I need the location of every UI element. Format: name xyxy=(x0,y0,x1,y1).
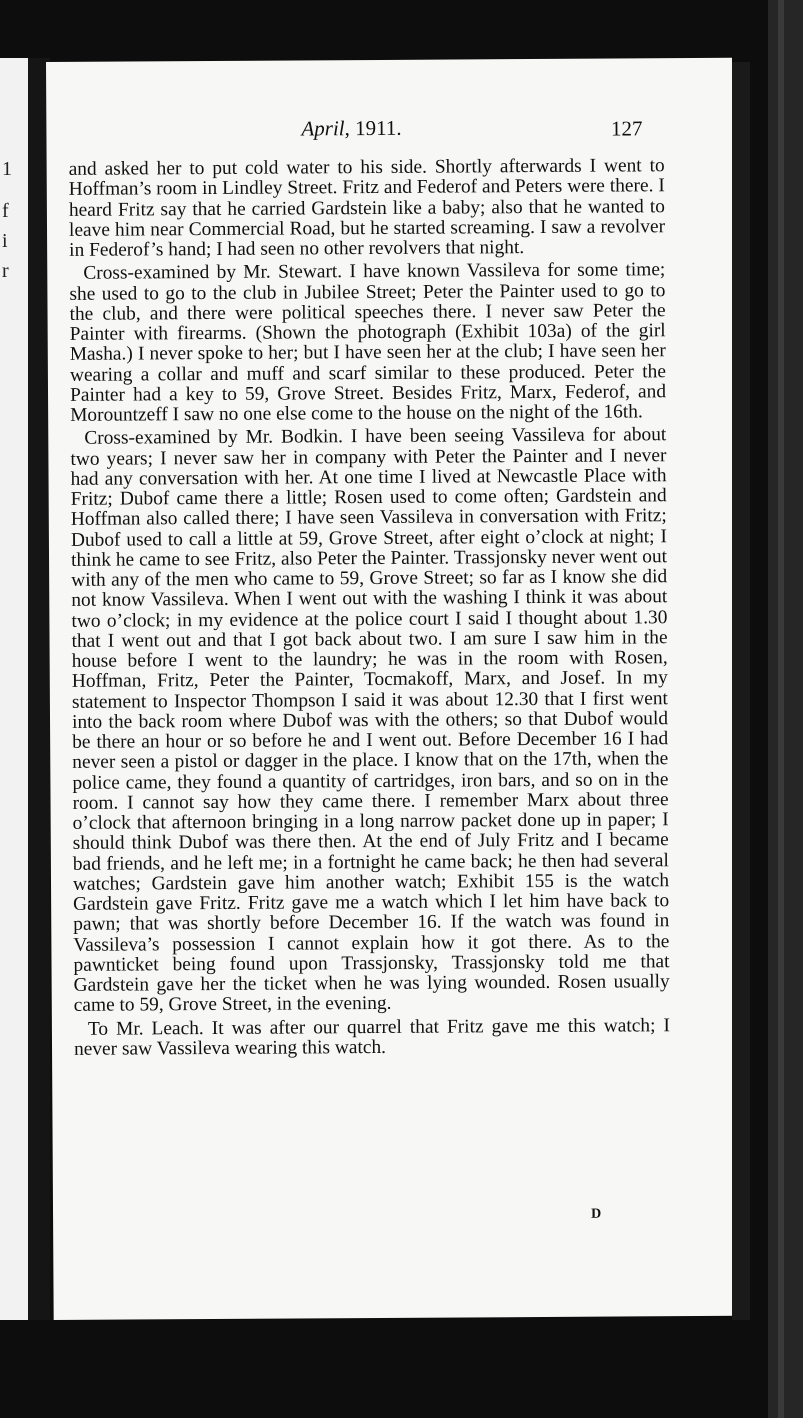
running-head-month: April xyxy=(301,116,345,141)
facing-page-fragment: i xyxy=(2,230,8,252)
facing-page-fragment: f xyxy=(2,200,9,222)
running-head xyxy=(301,116,401,142)
page-number: 127 xyxy=(610,116,643,141)
book-page xyxy=(46,58,740,1320)
facing-page-fragment: r xyxy=(2,260,9,282)
scanner-strip xyxy=(778,0,784,1418)
scanner-edge xyxy=(768,0,803,1418)
page-body xyxy=(69,156,670,1060)
paragraph-to-mr-leach: To Mr. Leach. It was after our quarrel that Fritz gave me this watch; I never saw Vassileva wearing this watch. xyxy=(73,1014,670,1060)
running-head-year: , 1911. xyxy=(344,115,402,141)
paragraph-continuation: and asked her to put cold water to his side. Shortly afterwards I went to Hoffman’s room in Lindley Street. Fritz and Federof and Peters were there. I heard Fritz say that he carried Gardstein like a baby; also that he wanted to leave him near Commercial Road, but he started screaming. I saw a revolver in Federof’s hand; I had seen no other revolvers that night. xyxy=(68,155,666,261)
page-header xyxy=(46,114,732,146)
paragraph-cross-examined-bodkin: Cross-examined by Mr. Bodkin. I have been seeing Vassileva for about two years; I never saw her in company with Peter the Painter and I never had any conversation with her. At one time I lived at Newcastle Place with Fritz; Dubof came there a little; Rosen used to come often; Gardstein and Hoffman also called there; I have seen Vassileva in conversation with Fritz; Dubof used to call a little at 59, Grove Street, after eight o’clock at night; I think he came to see Fritz, also Peter the Painter. Trassjonsky never went out with any of the men who came to 59, Grove Street; so far as I know she did not know Vassileva. When I went out with the washing I think it was about two o’clock; in my evidence at the police court I said I thought about 1.30 that I went out and that I got back about two. I am sure I saw him in the house before I went to the laundry; he was in the room with Rosen, Hoffman, Fritz, Peter the Painter, Tocmakoff, Marx, and Josef. In my statement to Inspector Thompson I said it was about 12.30 that I first went into the back room where Dubof was with the others; so that Dubof would be there an hour or so before he and I went out. Before December 16 I had never seen a pistol or dagger in the place. I know that on the 17th, when the police came, they found a quantity of cartridges, iron bars, and so on in the room. I cannot say how they came there. I remember Marx about three o’clock that afternoon bringing in a long narrow packet done up in paper; I should think Dubof was there then. At the end of July Fritz and I became bad friends, and he left me; in a fortnight he came back; he then had several watches; Gardstein gave him another watch; Exhibit 155 is the watch Gardstein gave Fritz. Fritz gave me a watch which I let him have back to pawn; that was shortly before December 16. If the watch was found in Vassileva’s possession I cannot explain how it got there. As to the pawnticket being found upon Trassjonsky, Trassjonsky told me that Gardstein gave her the ticket when he was lying wounded. Rosen usually came to 59, Grove Street, in the evening. xyxy=(70,424,670,1017)
page-edge-shadow xyxy=(732,62,750,1320)
signature-mark: D xyxy=(591,1206,602,1222)
facing-page-fragment: 1 xyxy=(2,158,12,180)
paragraph-cross-examined-stewart: Cross-examined by Mr. Stewart. I have known Vassileva for some time; she used to go to the club in Jubilee Street; Peter the Painter used to go to the club, and there were political speeches there. I never saw Peter the Painter with firearms. (Shown the photograph (Exhibit 103a) of the girl Masha.) I never spoke to her; but I have seen her at the club; I have seen her wearing a collar and muff and scarf similar to these produced. Peter the Painter had a key to 59, Grove Street. Besides Fritz, Marx, Federof, and Morountzeff I saw no one else come to the house on the night of the 16th. xyxy=(69,259,667,426)
facing-page-edge xyxy=(0,58,28,1320)
